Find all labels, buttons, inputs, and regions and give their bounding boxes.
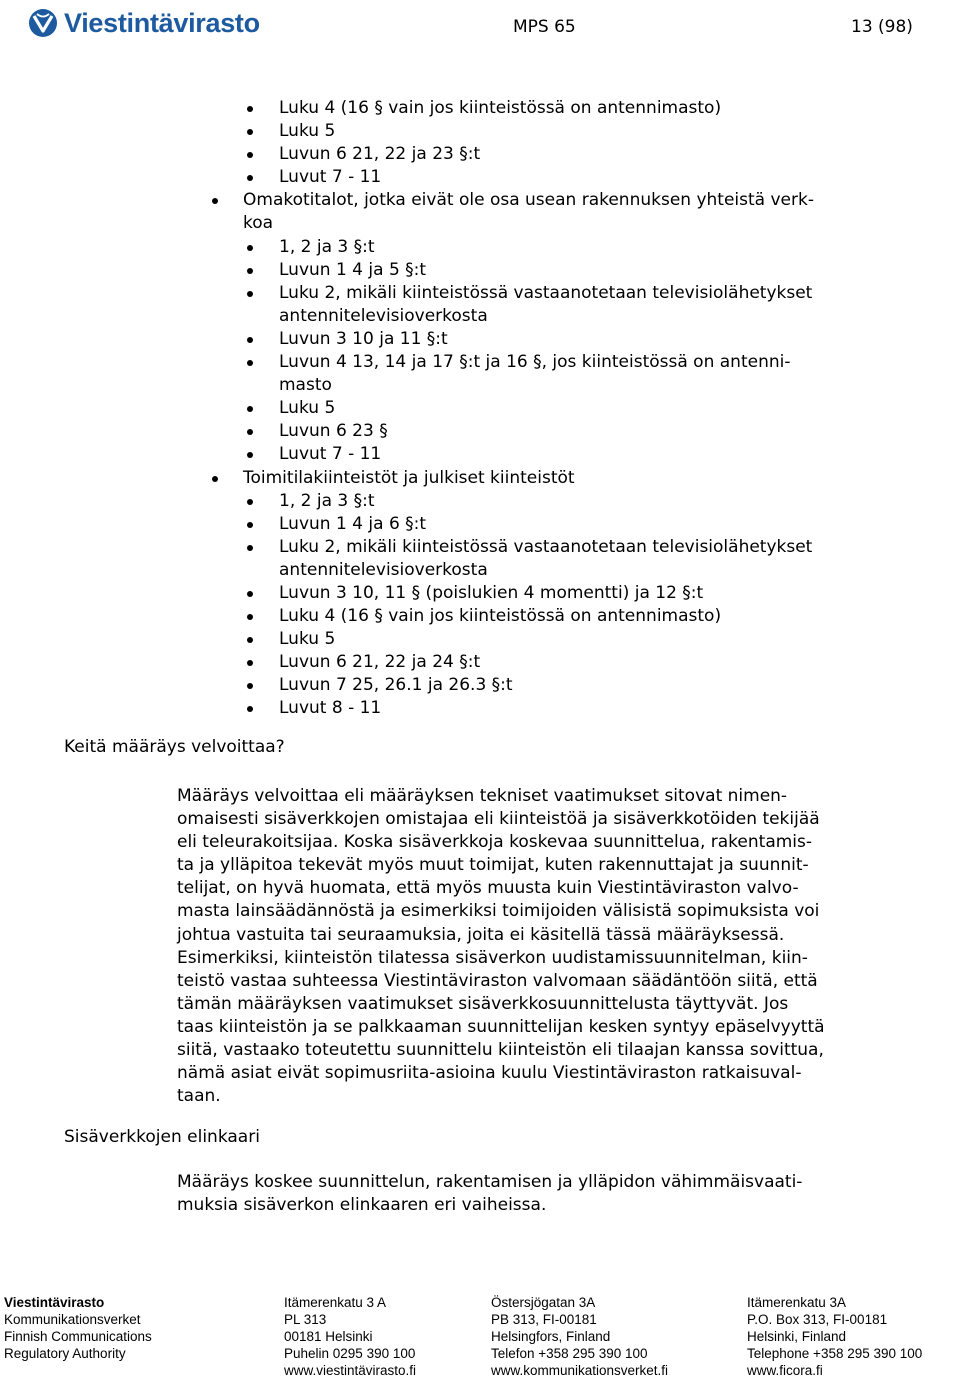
list-item [0,490,960,513]
footer-column [491,1295,668,1380]
logo-text: Viestintävirasto [64,8,260,38]
footer-line: Östersjögatan 3A [491,1295,596,1310]
footer-line: Finnish Communications [4,1328,152,1344]
paragraph-line: eli teleurakoitsijaa. Koska sisäverkkoja koskevaa suunnittelua, rakentamis- [177,832,813,853]
list-item-text: Luvut 7 - 11 [279,444,382,465]
list-item [0,513,960,536]
page-footer [0,1292,960,1379]
footer-line: PL 313 [284,1311,327,1327]
footer-line: Helsinki, Finland [747,1328,847,1344]
list-item-text: Luku 2, mikäli kiinteistössä vastaanotetaan televisiolähetykset [279,282,813,303]
paragraph-line: taas kiinteistön ja se palkkaaman suunnittelijan kesken syntyy epäselvyyttä [177,1016,825,1037]
list-item [0,536,960,582]
list-item-text: Luvun 4 13, 14 ja 17 §:t ja 16 §, jos kiinteistössä on antenni- [279,352,791,373]
list-item [0,328,960,351]
paragraph-line: siitä, vastaako toteutettu suunnittelu kiinteistön eli tilaajan kanssa sovittua, [177,1040,824,1061]
list-item [0,143,960,166]
list-item-text: Luku 5 [279,629,336,650]
list-item-text: Luku 4 (16 § vain jos kiinteistössä on antennimasto) [279,98,722,118]
list-item [0,166,960,189]
footer-line: Itämerenkatu 3A [747,1295,847,1310]
footer-column [4,1295,152,1363]
logo-mark-icon [28,8,58,38]
list-item-text: Luku 4 (16 § vain jos kiinteistössä on antennimasto) [279,606,722,627]
list-item [0,651,960,674]
list-item [0,697,960,720]
list-item-text: Luku 2, mikäli kiinteistössä vastaanotetaan televisiolähetykset [279,536,813,557]
section-paragraph-keita [177,785,917,1108]
paragraph-line: omaisesti sisäverkkojen omistajaa eli kiinteistöä ja sisäverkkotöiden tekijää [177,809,820,830]
section-heading-keita: Keitä määräys velvoittaa? [64,737,285,757]
list-item [0,582,960,605]
list-item [0,282,960,328]
footer-line: PB 313, FI-00181 [491,1311,597,1327]
list-item [0,605,960,628]
list-item [0,420,960,443]
list-item-text: Luvun 1 4 ja 5 §:t [279,259,427,280]
list-item-text: Luvun 7 25, 26.1 ja 26.3 §:t [279,675,513,696]
list-item-text: koa [243,213,274,234]
footer-line: Telefon +358 295 390 100 [491,1345,648,1361]
list-item-text: Luvun 6 23 § [279,421,388,442]
paragraph-line: johtua vastuita tai seuraamuksia, joita ei käsitellä tässä määräyksessä. [177,924,785,945]
paragraph-line: muksia sisäverkon elinkaaren eri vaiheissa. [177,1195,547,1216]
paragraph-line: ta ja ylläpitoa tekevät myös muut toimijat, kuten rakennuttajat ja suunnit- [177,855,809,876]
footer-link[interactable]: www.viestintävirasto.fi [284,1362,417,1378]
list-item [0,443,960,466]
section-paragraph-elinkaari [177,1171,917,1217]
footer-link[interactable]: www.kommunikationsverket.fi [491,1362,669,1378]
paragraph-line: nämä asiat eivät sopimusriita-asioina kuulu Viestintäviraston ratkaisuval- [177,1063,802,1084]
footer-line: Puhelin 0295 390 100 [284,1345,416,1361]
bullet-list [0,97,960,721]
list-item-text: masto [279,375,332,396]
paragraph-line: teistö vastaa suhteessa Viestintäviraston valvomaan säädäntöön siitä, että [177,970,818,991]
footer-link[interactable]: www.ficora.fi [747,1362,823,1378]
list-item-text: Luvun 1 4 ja 6 §:t [279,513,427,534]
list-item-text: Luku 5 [279,121,336,142]
section-heading-elinkaari: Sisäverkkojen elinkaari [64,1127,260,1147]
list-item-text: antennitelevisioverkosta [279,559,488,580]
list-item-text: Luvun 6 21, 22 ja 24 §:t [279,652,481,673]
list-item-text: antennitelevisioverkosta [279,305,488,326]
list-item [0,236,960,259]
footer-line: Helsingfors, Finland [491,1328,611,1344]
list-item [0,674,960,697]
paragraph-line: telijat, on hyvä huomata, että myös muusta kuin Viestintäviraston valvo- [177,878,799,899]
page-number: 13 (98) [851,17,913,37]
footer-line: 00181 Helsinki [284,1328,373,1344]
paragraph-line: masta lainsäädännöstä ja esimerkiksi toimijoiden välisistä sopimuksista voi [177,901,820,922]
list-item-text: Omakotitalot, jotka eivät ole osa usean rakennuksen yhteistä verk- [243,190,814,211]
footer-column [284,1295,416,1380]
footer-line: Itämerenkatu 3 A [284,1295,387,1310]
list-item-text: Luvun 6 21, 22 ja 23 §:t [279,144,481,165]
list-item-text: Luvut 8 - 11 [279,698,382,719]
list-item-text: Luvut 7 - 11 [279,167,382,188]
list-item-text: Luvun 3 10 ja 11 §:t [279,328,448,349]
list-item-text: Toimitilakiinteistöt ja julkiset kiinteistöt [243,467,575,488]
list-item [0,259,960,282]
list-item-text: 1, 2 ja 3 §:t [279,490,375,511]
footer-line: Viestintävirasto [4,1295,105,1310]
paragraph-line: Määräys koskee suunnittelun, rakentamisen ja ylläpidon vähimmäisvaati- [177,1172,803,1192]
list-item-text: 1, 2 ja 3 §:t [279,236,375,257]
paragraph-line: taan. [177,1086,221,1107]
footer-line: Telephone +358 295 390 100 [747,1345,923,1361]
paragraph-line: Määräys velvoittaa eli määräyksen tekniset vaatimukset sitovat nimen- [177,786,788,806]
list-item-text: Luku 5 [279,398,336,419]
footer-column [747,1295,922,1380]
viestintavirasto-logo [28,6,260,40]
list-item-text: Luvun 3 10, 11 § (poislukien 4 momentti) ja 12 §:t [279,582,704,603]
footer-line: Regulatory Authority [4,1345,126,1361]
footer-line: P.O. Box 313, FI-00181 [747,1311,888,1327]
list-item [0,120,960,143]
list-item [0,397,960,420]
document-id: MPS 65 [513,17,576,37]
paragraph-line: tämän määräyksen vaatimukset sisäverkkosuunnittelusta täyttyvät. Jos [177,993,789,1014]
list-item [0,189,960,235]
paragraph-line: Esimerkiksi, kiinteistön tilatessa sisäverkon uudistamissuunnitelman, kiin- [177,947,808,968]
list-item [0,628,960,651]
list-item [0,467,960,490]
footer-line: Kommunikationsverket [4,1311,141,1327]
list-item [0,97,960,120]
list-item [0,351,960,397]
